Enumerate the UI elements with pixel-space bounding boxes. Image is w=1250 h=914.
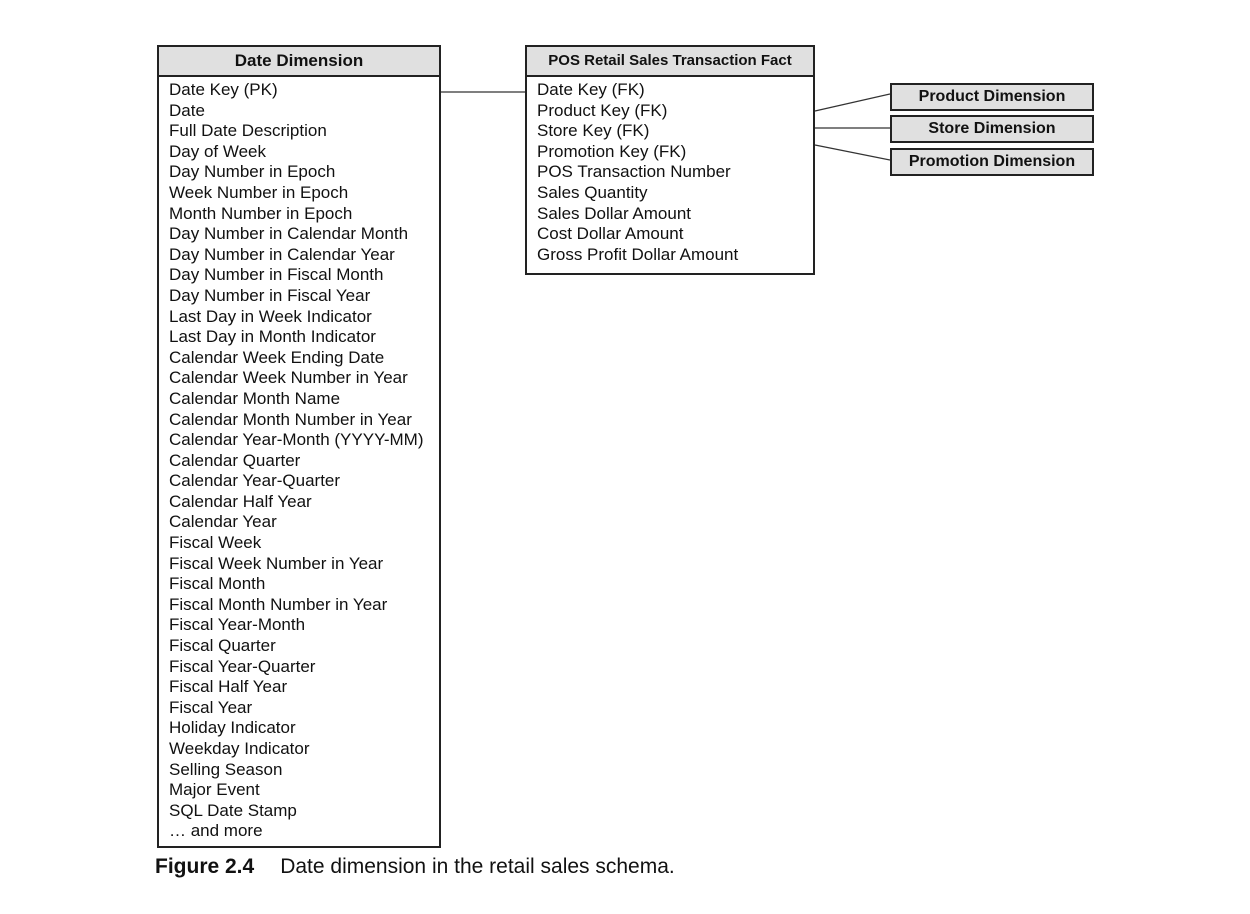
- date-attribute: Date Key (PK): [169, 80, 278, 99]
- date-attribute: Calendar Week Ending Date: [169, 347, 385, 367]
- date-attribute: Calendar Quarter: [169, 450, 301, 470]
- date-attribute: Last Day in Month Indicator: [169, 327, 376, 347]
- fact-attribute: Sales Quantity: [537, 182, 648, 202]
- fact-attribute: Gross Profit Dollar Amount: [537, 244, 739, 264]
- date-attribute: Day of Week: [169, 141, 267, 161]
- date-attribute: Fiscal Year-Month: [169, 615, 306, 635]
- fact-attribute: Date Key (FK): [537, 80, 645, 99]
- promotion-dimension-box: Promotion Dimension: [890, 148, 1094, 176]
- date-attribute: Day Number in Calendar Year: [169, 244, 395, 264]
- fact-table-title: POS Retail Sales Transaction Fact: [527, 47, 813, 77]
- date-dimension-table: [157, 45, 441, 848]
- date-attribute: Fiscal Month: [169, 574, 266, 594]
- fact-table: [525, 45, 815, 275]
- date-attribute: Last Day in Week Indicator: [169, 306, 372, 326]
- date-attribute: Fiscal Year-Quarter: [169, 656, 316, 676]
- date-attribute: Calendar Month Number in Year: [169, 409, 412, 429]
- date-dimension-attribute-list: [159, 77, 439, 842]
- date-dimension-title: Date Dimension: [159, 47, 439, 77]
- date-attribute: Fiscal Week: [169, 533, 262, 553]
- date-attribute: Month Number in Epoch: [169, 203, 353, 223]
- date-attribute: Fiscal Month Number in Year: [169, 594, 388, 614]
- date-attribute: Weekday Indicator: [169, 739, 310, 758]
- product-key-link: [815, 94, 890, 111]
- promotion-key-link: [815, 145, 890, 160]
- fact-attribute: Product Key (FK): [537, 100, 668, 120]
- date-attribute: Day Number in Fiscal Month: [169, 265, 384, 285]
- date-attribute: Fiscal Half Year: [169, 677, 288, 697]
- date-attribute: Fiscal Year: [169, 697, 253, 717]
- date-attribute: Fiscal Week Number in Year: [169, 553, 384, 573]
- date-attribute: … and more: [169, 821, 263, 841]
- date-attribute: Major Event: [169, 780, 260, 800]
- date-attribute: Calendar Month Name: [169, 388, 341, 408]
- date-attribute: Calendar Year-Quarter: [169, 471, 341, 491]
- date-attribute: Selling Season: [169, 759, 283, 779]
- store-dimension-box: Store Dimension: [890, 115, 1094, 143]
- date-attribute: SQL Date Stamp: [169, 800, 297, 820]
- date-attribute: Full Date Description: [169, 121, 327, 141]
- figure-caption: [155, 855, 675, 879]
- date-attribute: Calendar Year-Month (YYYY-MM): [169, 430, 424, 450]
- date-attribute: Calendar Week Number in Year: [169, 368, 408, 388]
- date-attribute: Holiday Indicator: [169, 718, 296, 738]
- date-attribute: Date: [169, 100, 205, 120]
- date-attribute: Day Number in Calendar Month: [169, 224, 409, 244]
- fact-attribute: Cost Dollar Amount: [537, 224, 684, 244]
- date-attribute: Week Number in Epoch: [169, 182, 349, 202]
- date-attribute: Day Number in Epoch: [169, 162, 336, 182]
- fact-attribute: Promotion Key (FK): [537, 141, 687, 161]
- figure-label: Figure 2.4: [155, 855, 255, 878]
- date-attribute: Fiscal Quarter: [169, 636, 276, 656]
- fact-attribute: Sales Dollar Amount: [537, 203, 692, 223]
- date-attribute: Day Number in Fiscal Year: [169, 285, 371, 305]
- date-attribute: Calendar Year: [169, 512, 277, 532]
- figure-caption-text: Date dimension in the retail sales schema.: [280, 855, 675, 878]
- product-dimension-box: Product Dimension: [890, 83, 1094, 111]
- fact-attribute: Store Key (FK): [537, 121, 650, 141]
- date-attribute: Calendar Half Year: [169, 491, 312, 511]
- fact-attribute: POS Transaction Number: [537, 162, 731, 182]
- fact-table-attribute-list: [527, 77, 813, 265]
